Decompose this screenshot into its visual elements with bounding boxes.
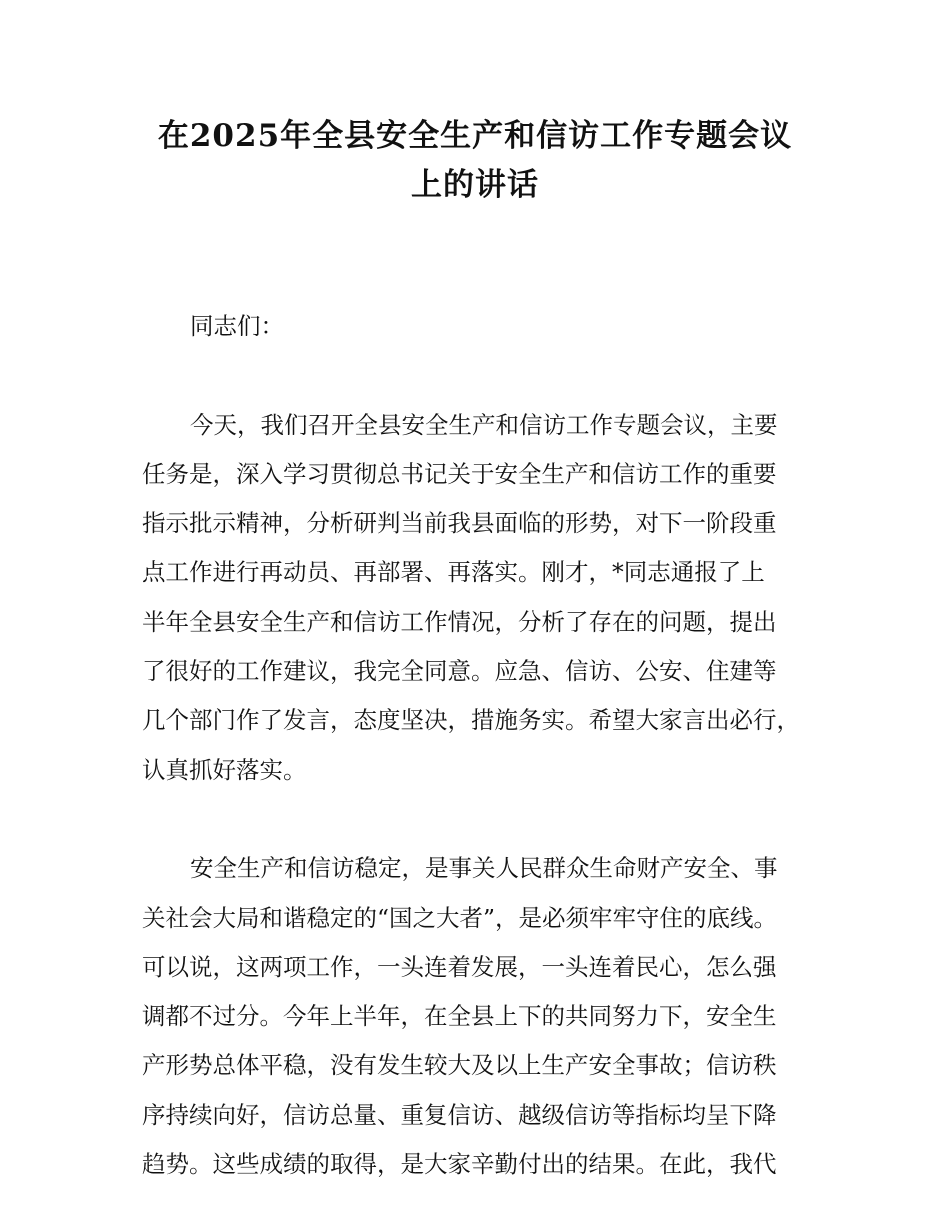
- paragraph-line: 认真抓好落实。: [142, 755, 307, 784]
- paragraph-line: 指示批示精神，分析研判当前我县面临的形势，对下一阶段重: [142, 509, 777, 538]
- title-line-2: 上的讲话: [411, 167, 539, 203]
- paragraph-line: 可以说，这两项工作，一头连着发展，一头连着民心，怎么强: [142, 952, 777, 981]
- paragraph-line: 点工作进行再动员、再部署、再落实。刚才，*同志通报了上: [142, 558, 765, 587]
- paragraph-1: [142, 401, 812, 795]
- paragraph-line: 关社会大局和谐稳定的“国之大者”，是必须牢牢守住的底线。: [142, 903, 778, 932]
- document-body: [142, 302, 812, 1189]
- salutation: 同志们：: [190, 312, 284, 340]
- paragraph-line: 序持续向好，信访总量、重复信访、越级信访等指标均呈下降: [142, 1100, 777, 1129]
- document-title: [95, 112, 855, 210]
- blank-line: [142, 795, 812, 844]
- paragraph-2: [142, 844, 812, 1189]
- blank-line: [142, 351, 812, 400]
- paragraph-line: 了很好的工作建议，我完全同意。应急、信访、公安、住建等: [142, 657, 777, 686]
- paragraph-line: 调都不过分。今年上半年，在全县上下的共同努力下，安全生: [142, 1002, 777, 1031]
- paragraph-line: 安全生产和信访稳定，是事关人民群众生命财产安全、事: [190, 854, 778, 883]
- paragraph-line: 产形势总体平稳，没有发生较大及以上生产安全事故；信访秩: [142, 1051, 777, 1080]
- paragraph-line: 任务是，深入学习贯彻总书记关于安全生产和信访工作的重要: [142, 459, 777, 488]
- paragraph-line: 几个部门作了发言，态度坚决，措施务实。希望大家言出必行，: [142, 706, 800, 735]
- paragraph-line: 趋势。这些成绩的取得，是大家辛勤付出的结果。在此，我代: [142, 1150, 777, 1179]
- title-line-1: 在2025年全县安全生产和信访工作专题会议: [157, 118, 793, 154]
- paragraph-line: 今天，我们召开全县安全生产和信访工作专题会议，主要: [190, 410, 778, 439]
- paragraph-line: 半年全县安全生产和信访工作情况，分析了存在的问题，提出: [142, 607, 777, 636]
